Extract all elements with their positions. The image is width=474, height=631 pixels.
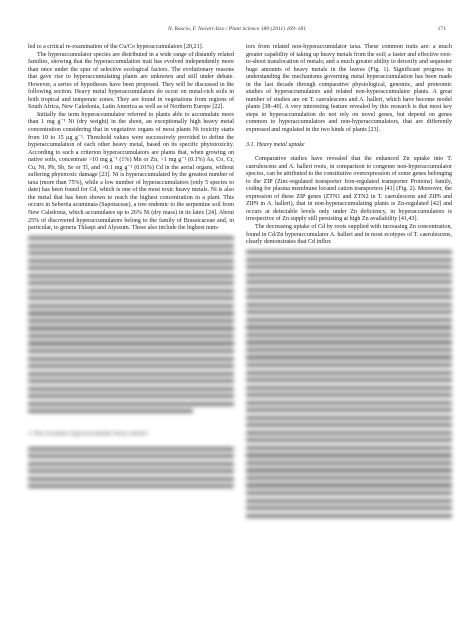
right-blurred-region [246, 250, 452, 518]
right-paragraph-3: The decreasing uptake of Cd by roots supplied with increasing Zn concentration, found in Cd/Zn hyperaccumulator A. halleri and in most ecotypes of T. caerulescens, clearly demonstrates that Cd influx [246, 224, 452, 246]
left-paragraph-1: led to a critical re-examination of the Cu/Co hyperaccumulators [20,21]. [28, 44, 204, 50]
subsection-heading: 3.1. Heavy metal uptake [246, 141, 305, 148]
left-paragraph-3: Initially the term hyperaccumulator referred to plants able to accumulate more than 1 mg g⁻¹ Ni (dry weight) in the shoot, an exceptionally high heavy metal concentration considering that in vegetative organs of most plants Ni toxicity starts from 10 to 15 µg g⁻¹. Threshold values were successively provided to define the hyperaccumulation of each other heavy metal, based on its specific phytotoxicity. According to such a criterion hyperaccumulators are plants that, when growing on native soils, concentrate >10 mg g⁻¹ (1%) Mn or Zn, >1 mg g⁻¹ (0.1%) As, Co, Cr, Cu, Ni, Pb, Sb, Se or Tl, and >0.1 mg g⁻¹ (0.01%) Cd in the aerial organs, without suffering phytotoxic damage [23]. Ni is hyperaccumulated by the greatest number of taxa (more than 75%), while a low number of hyperaccumulators (only 5 species to date) has been found for Cd, which is one of the most toxic heavy metals. Ni is also the metal that has been shown to reach the highest concentration in a plant. This occurs in Sebertia acuminata (Sapotaceae), a tree endemic to the serpentine soil from New Caledonia, which accumulates up to 26% Ni (dry mass) in its latex [24]. About 25% of discovered hyperaccumulators belong to the family of Brassicaceae and, in particular, to genera Thlaspi and Alyssum. These also include the highest num- [28, 111, 234, 232]
section-heading: 3. How do plants hyperaccumulate heavy metals? [28, 430, 149, 437]
page-number: 171 [437, 26, 446, 32]
left-column [28, 44, 234, 492]
right-paragraph-1: tors from related non-hyperaccumulator taxa. These common traits are: a much greater capability of taking up heavy metals from the soil; a faster and effective root-to-shoot translocation of metals; and a much greater ability to detoxify and sequester huge amounts of heavy metals in the leaves (Fig. 1). Significant progress in understanding the mechanisms governing metal hyperaccumulation has been made in the last decade through comparative physiological, genomic, and proteomic studies of hyperaccumulators and related non-hyperaccumulator plants. A great number of studies are on T. caerulescens and A. halleri, which have become model plants [38–40]. A very interesting feature revealed by this research is that most key steps in hyperaccumulation do not rely on novel genes, but depend on genes common to hyperaccumulators and non-hyperaccumulators, that are differently expressed and regulated in the two kinds of plants [23]. [246, 44, 452, 134]
left-blurred-region [28, 236, 234, 488]
journal-citation: N. Rascio, F. Navari-Izzo / Plant Science 180 (2011) 169–181 [167, 26, 307, 32]
running-head [28, 26, 446, 32]
right-paragraph-2: Comparative studies have revealed that the enhanced Zn uptake into T. caerulescens and A. halleri roots, in comparison to congener non-hyperaccumulator species, can be attributed to the constitutive overexpression of some genes belonging to the ZIP (Zinc-regulated transporter Iron-regulated transporter Proteins) family, coding for plasma membrane located cation transporters [41] (Fig. 2). Moreover, the expression of these ZIP genes (ZTN1 and ZTN2 in T. caerulescens and ZIP6 and ZIP9 in A. halleri), that in non-hyperaccumulating plants is Zn-regulated [42] and occurs at detectable levels only under Zn deficiency, in hyperaccumulators is irrespective of Zn supply still persisting at high Zn availability [41,43]. [246, 156, 452, 223]
right-column [246, 44, 452, 521]
left-paragraph-2: The hyperaccumulator species are distributed in a wide range of distantly related families, showing that the hyperaccumulation trait has evolved independently more than once under the spur of selective ecological factors. The evolutionary reasons that gave rise to hyperaccumulating plants are unknown and still under debate. However, a series of hypotheses have been proposed. They will be discussed in the following section. Heavy metal hyperaccumulators do occur on metal-rich soils in both tropical and temperate zones. They are found in vegetations from regions of South Africa, New Caledonia, Latin America as well as of Northern Europe [22]. [28, 51, 234, 111]
